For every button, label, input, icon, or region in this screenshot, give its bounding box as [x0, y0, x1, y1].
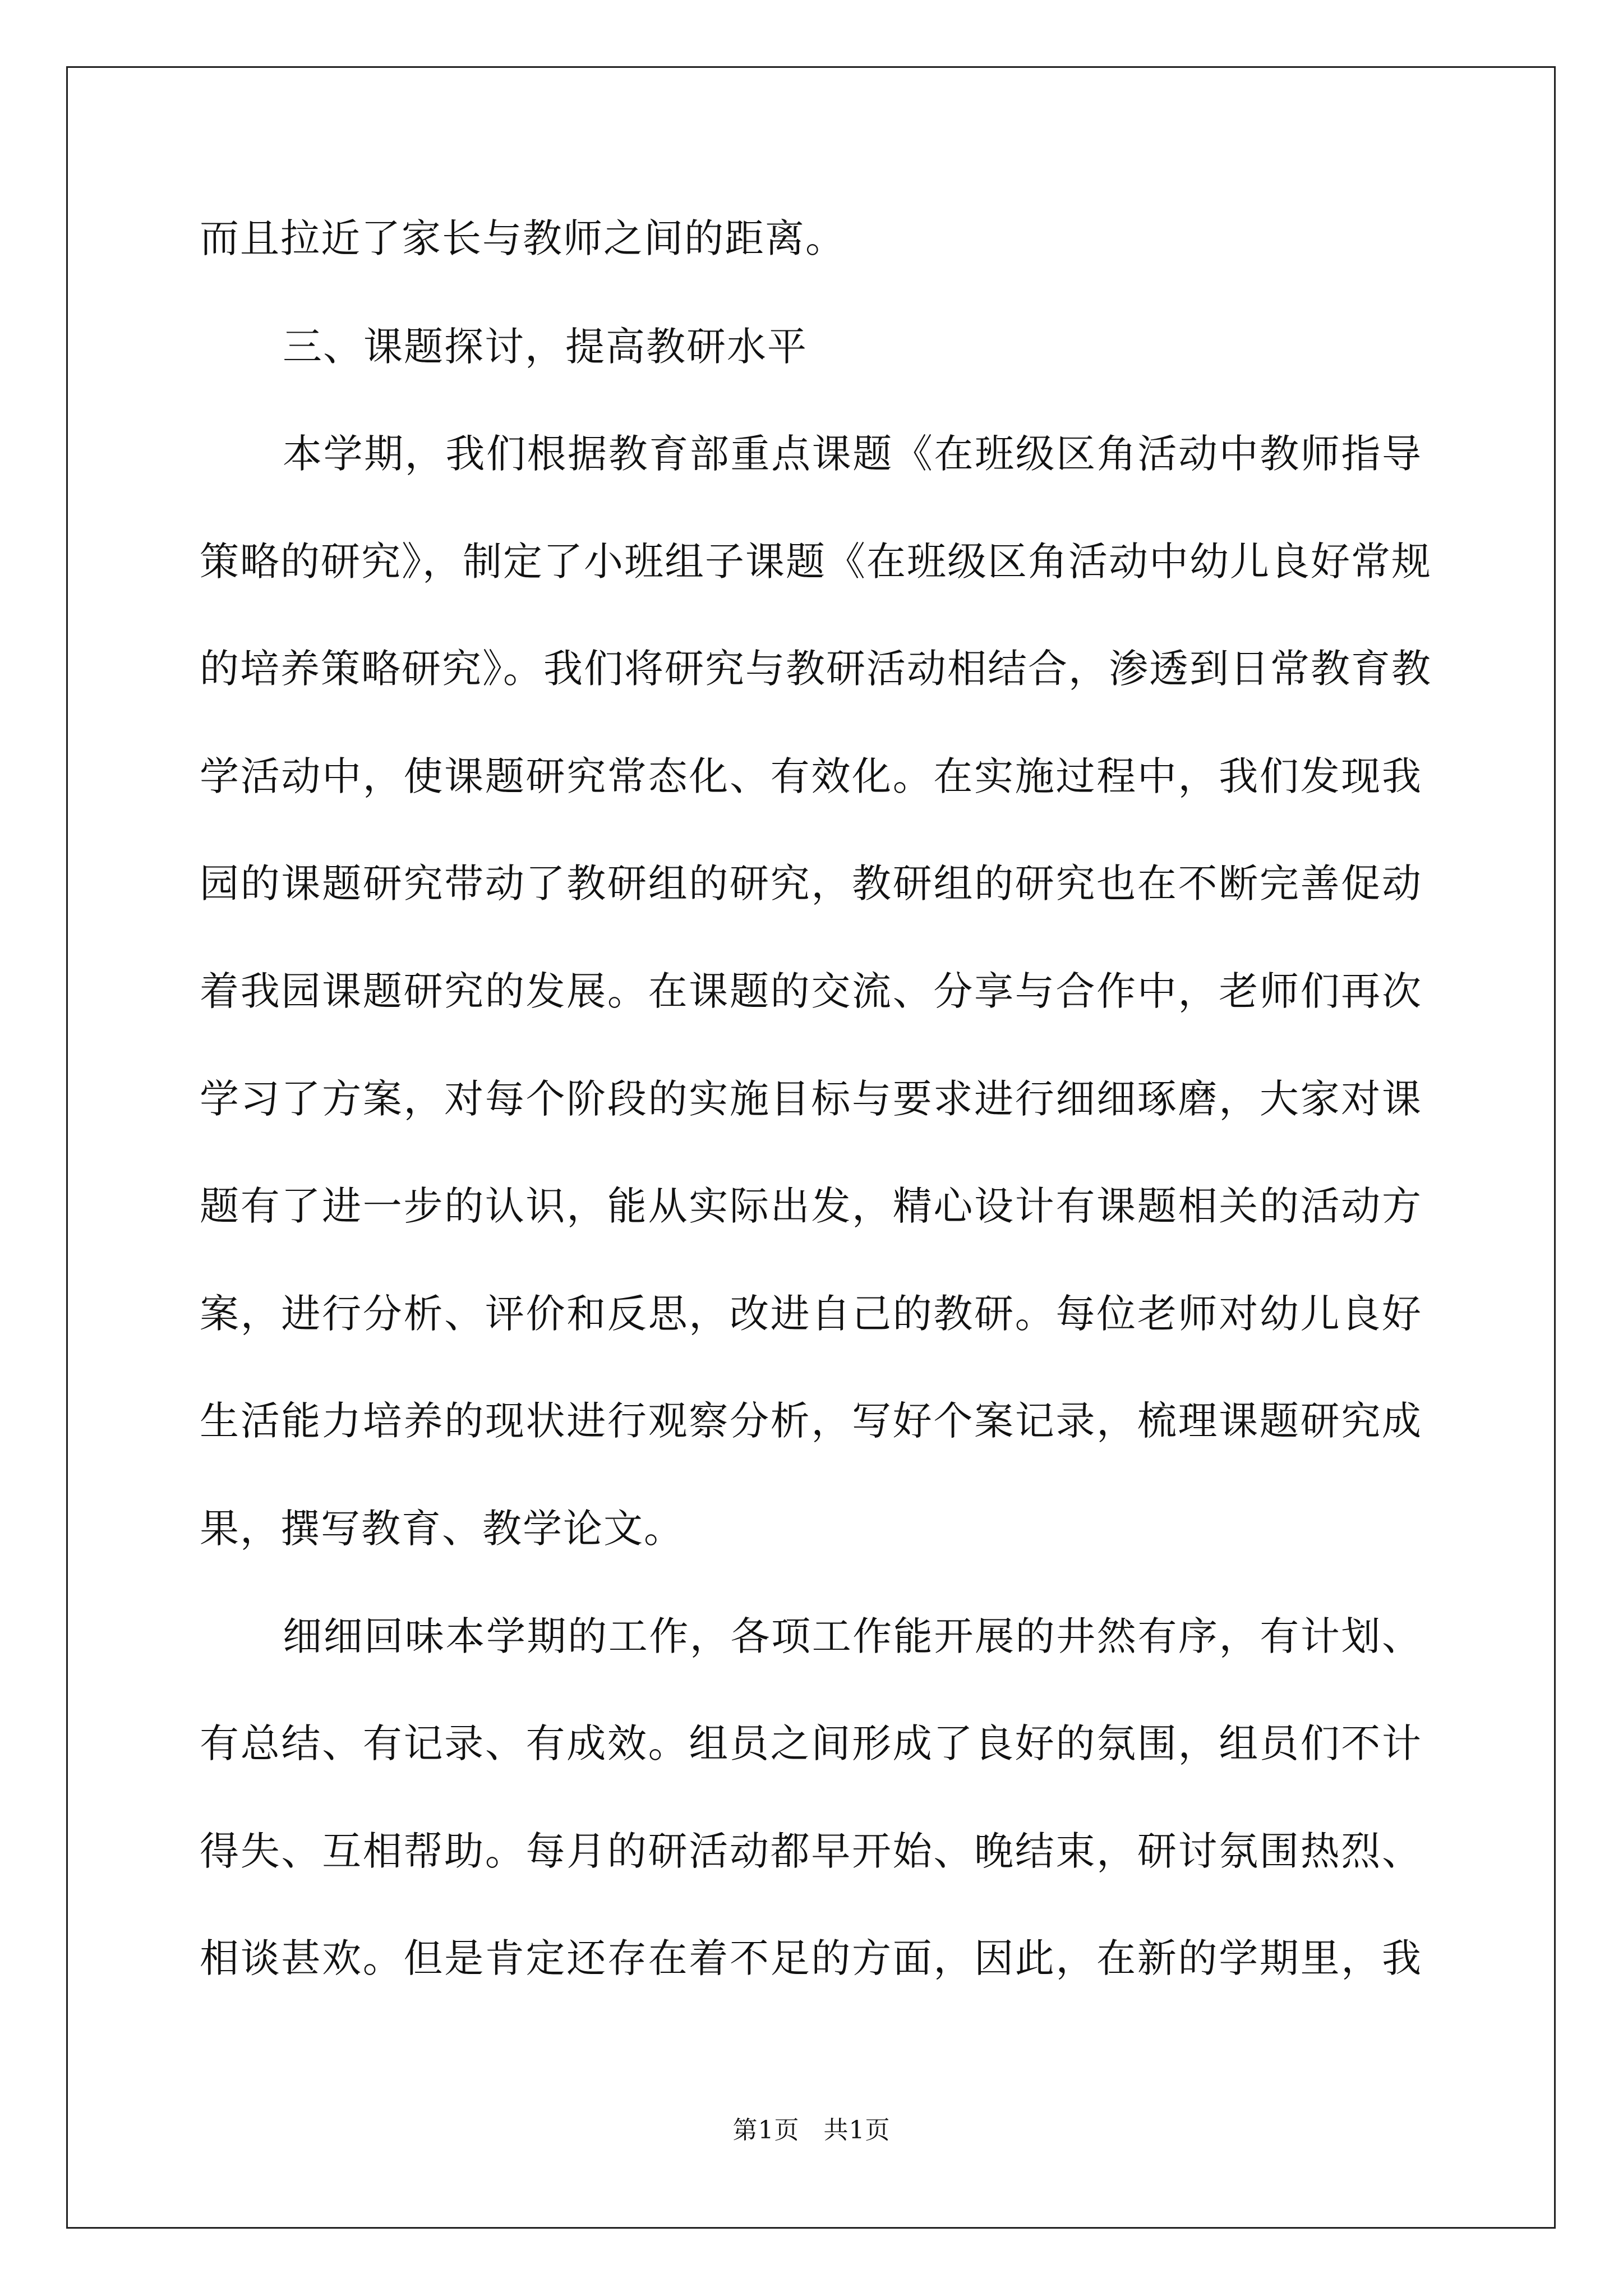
page-footer — [0, 2115, 1623, 2146]
text-line-3: 本学期，我们根据教育部重点课题《在班级区角活动中教师指导 — [283, 431, 1422, 477]
text-line-17: 相谈甚欢。但是肯定还存在着不足的方面，因此，在新的学期里，我 — [200, 1935, 1422, 1981]
page-border — [66, 66, 1556, 2229]
page-number: 第1页 — [732, 2116, 800, 2145]
text-line-2: 三、课题探讨，提高教研水平 — [283, 324, 808, 370]
text-line-7: 园的课题研究带动了教研组的研究，教研组的研究也在不断完善促动 — [200, 861, 1422, 907]
text-line-8: 着我园课题研究的发展。在课题的交流、分享与合作中，老师们再次 — [200, 968, 1422, 1014]
text-line-9: 学习了方案，对每个阶段的实施目标与要求进行细细琢磨，大家对课 — [200, 1076, 1422, 1122]
text-line-4: 策略的研究》，制定了小班组子课题《在班级区角活动中幼儿良好常规 — [200, 539, 1432, 585]
text-line-5: 的培养策略研究》。我们将研究与教研活动相结合，渗透到日常教育教 — [200, 646, 1432, 692]
text-line-13: 果，撰写教育、教学论文。 — [200, 1506, 684, 1552]
text-line-14: 细细回味本学期的工作，各项工作能开展的井然有序，有计划、 — [283, 1613, 1422, 1659]
text-line-10: 题有了进一步的认识，能从实际出发，精心设计有课题相关的活动方 — [200, 1183, 1422, 1229]
text-line-11: 案，进行分析、评价和反思，改进自己的教研。每位老师对幼儿良好 — [200, 1291, 1422, 1337]
text-line-12: 生活能力培养的现状进行观察分析，写好个案记录，梳理课题研究成 — [200, 1398, 1422, 1444]
text-line-15: 有总结、有记录、有成效。组员之间形成了良好的氛围，组员们不计 — [200, 1720, 1422, 1766]
page-total: 共1页 — [823, 2116, 891, 2145]
text-line-6: 学活动中，使课题研究常态化、有效化。在实施过程中，我们发现我 — [200, 753, 1422, 799]
text-line-16: 得失、互相帮助。每月的研活动都早开始、晚结束，研讨氛围热烈、 — [200, 1828, 1422, 1874]
text-line-1: 而且拉近了家长与教师之间的距离。 — [200, 215, 846, 261]
